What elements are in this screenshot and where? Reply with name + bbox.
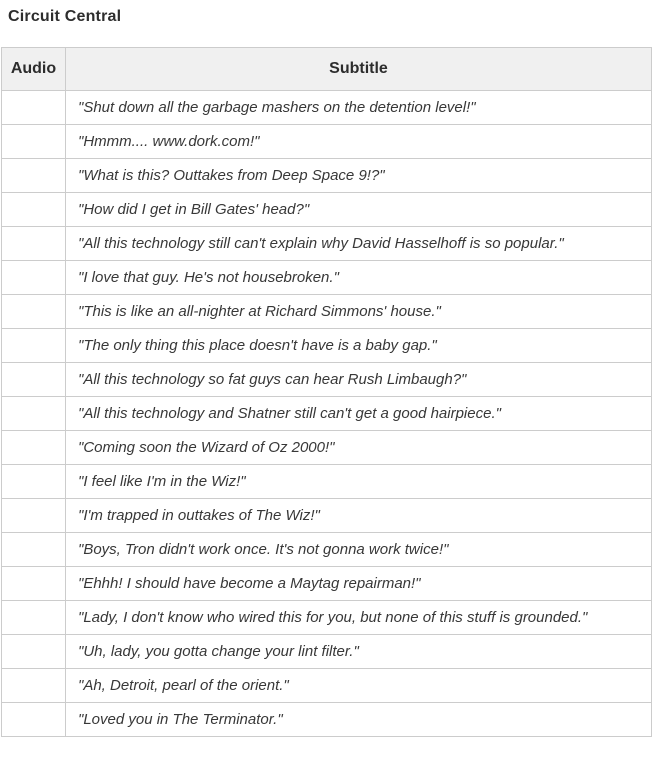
- column-header-subtitle: Subtitle: [66, 48, 652, 91]
- table-row: [2, 703, 652, 737]
- audio-cell: [2, 295, 66, 329]
- audio-cell: [2, 159, 66, 193]
- table-row: [2, 227, 652, 261]
- table-row: [2, 499, 652, 533]
- audio-cell: [2, 601, 66, 635]
- table-row: [2, 329, 652, 363]
- audio-cell: [2, 125, 66, 159]
- page-title: Circuit Central: [8, 8, 122, 25]
- subtitle-table: [1, 47, 652, 737]
- table-row: [2, 363, 652, 397]
- subtitle-cell: "All this technology so fat guys can hear Rush Limbaugh?": [66, 363, 652, 397]
- audio-cell: [2, 499, 66, 533]
- audio-cell: [2, 397, 66, 431]
- table-row: [2, 261, 652, 295]
- subtitle-cell: "Coming soon the Wizard of Oz 2000!": [66, 431, 652, 465]
- subtitle-cell: "Ehhh! I should have become a Maytag repairman!": [66, 567, 652, 601]
- table-body: [2, 91, 652, 737]
- audio-cell: [2, 635, 66, 669]
- table-row: [2, 635, 652, 669]
- audio-cell: [2, 431, 66, 465]
- audio-cell: [2, 465, 66, 499]
- audio-cell: [2, 227, 66, 261]
- subtitle-cell: "I love that guy. He's not housebroken.": [66, 261, 652, 295]
- table-row: [2, 567, 652, 601]
- audio-cell: [2, 193, 66, 227]
- table-row: [2, 125, 652, 159]
- audio-cell: [2, 91, 66, 125]
- audio-cell: [2, 703, 66, 737]
- subtitle-cell: "Ah, Detroit, pearl of the orient.": [66, 669, 652, 703]
- table-row: [2, 295, 652, 329]
- table-row: [2, 159, 652, 193]
- table-row: [2, 669, 652, 703]
- subtitle-cell: "I'm trapped in outtakes of The Wiz!": [66, 499, 652, 533]
- subtitle-cell: "I feel like I'm in the Wiz!": [66, 465, 652, 499]
- subtitle-cell: "Lady, I don't know who wired this for you, but none of this stuff is grounded.": [66, 601, 652, 635]
- header-row: [2, 48, 652, 91]
- table-row: [2, 431, 652, 465]
- subtitle-cell: "What is this? Outtakes from Deep Space 9!?": [66, 159, 652, 193]
- table-header: [2, 48, 652, 91]
- subtitle-cell: "Shut down all the garbage mashers on the detention level!": [66, 91, 652, 125]
- table-row: [2, 397, 652, 431]
- table-row: [2, 91, 652, 125]
- table-row: [2, 533, 652, 567]
- column-header-audio: Audio: [2, 48, 66, 91]
- table-row: [2, 601, 652, 635]
- audio-cell: [2, 533, 66, 567]
- audio-cell: [2, 363, 66, 397]
- subtitle-cell: "Hmmm.... www.dork.com!": [66, 125, 652, 159]
- subtitle-cell: "Boys, Tron didn't work once. It's not gonna work twice!": [66, 533, 652, 567]
- subtitle-cell: "All this technology still can't explain why David Hasselhoff is so popular.": [66, 227, 652, 261]
- audio-cell: [2, 261, 66, 295]
- subtitle-cell: "The only thing this place doesn't have is a baby gap.": [66, 329, 652, 363]
- table-row: [2, 465, 652, 499]
- audio-cell: [2, 669, 66, 703]
- subtitle-cell: "Loved you in The Terminator.": [66, 703, 652, 737]
- audio-cell: [2, 567, 66, 601]
- subtitle-cell: "How did I get in Bill Gates' head?": [66, 193, 652, 227]
- subtitle-cell: "This is like an all-nighter at Richard Simmons' house.": [66, 295, 652, 329]
- subtitle-cell: "Uh, lady, you gotta change your lint filter.": [66, 635, 652, 669]
- subtitle-cell: "All this technology and Shatner still can't get a good hairpiece.": [66, 397, 652, 431]
- table-row: [2, 193, 652, 227]
- audio-cell: [2, 329, 66, 363]
